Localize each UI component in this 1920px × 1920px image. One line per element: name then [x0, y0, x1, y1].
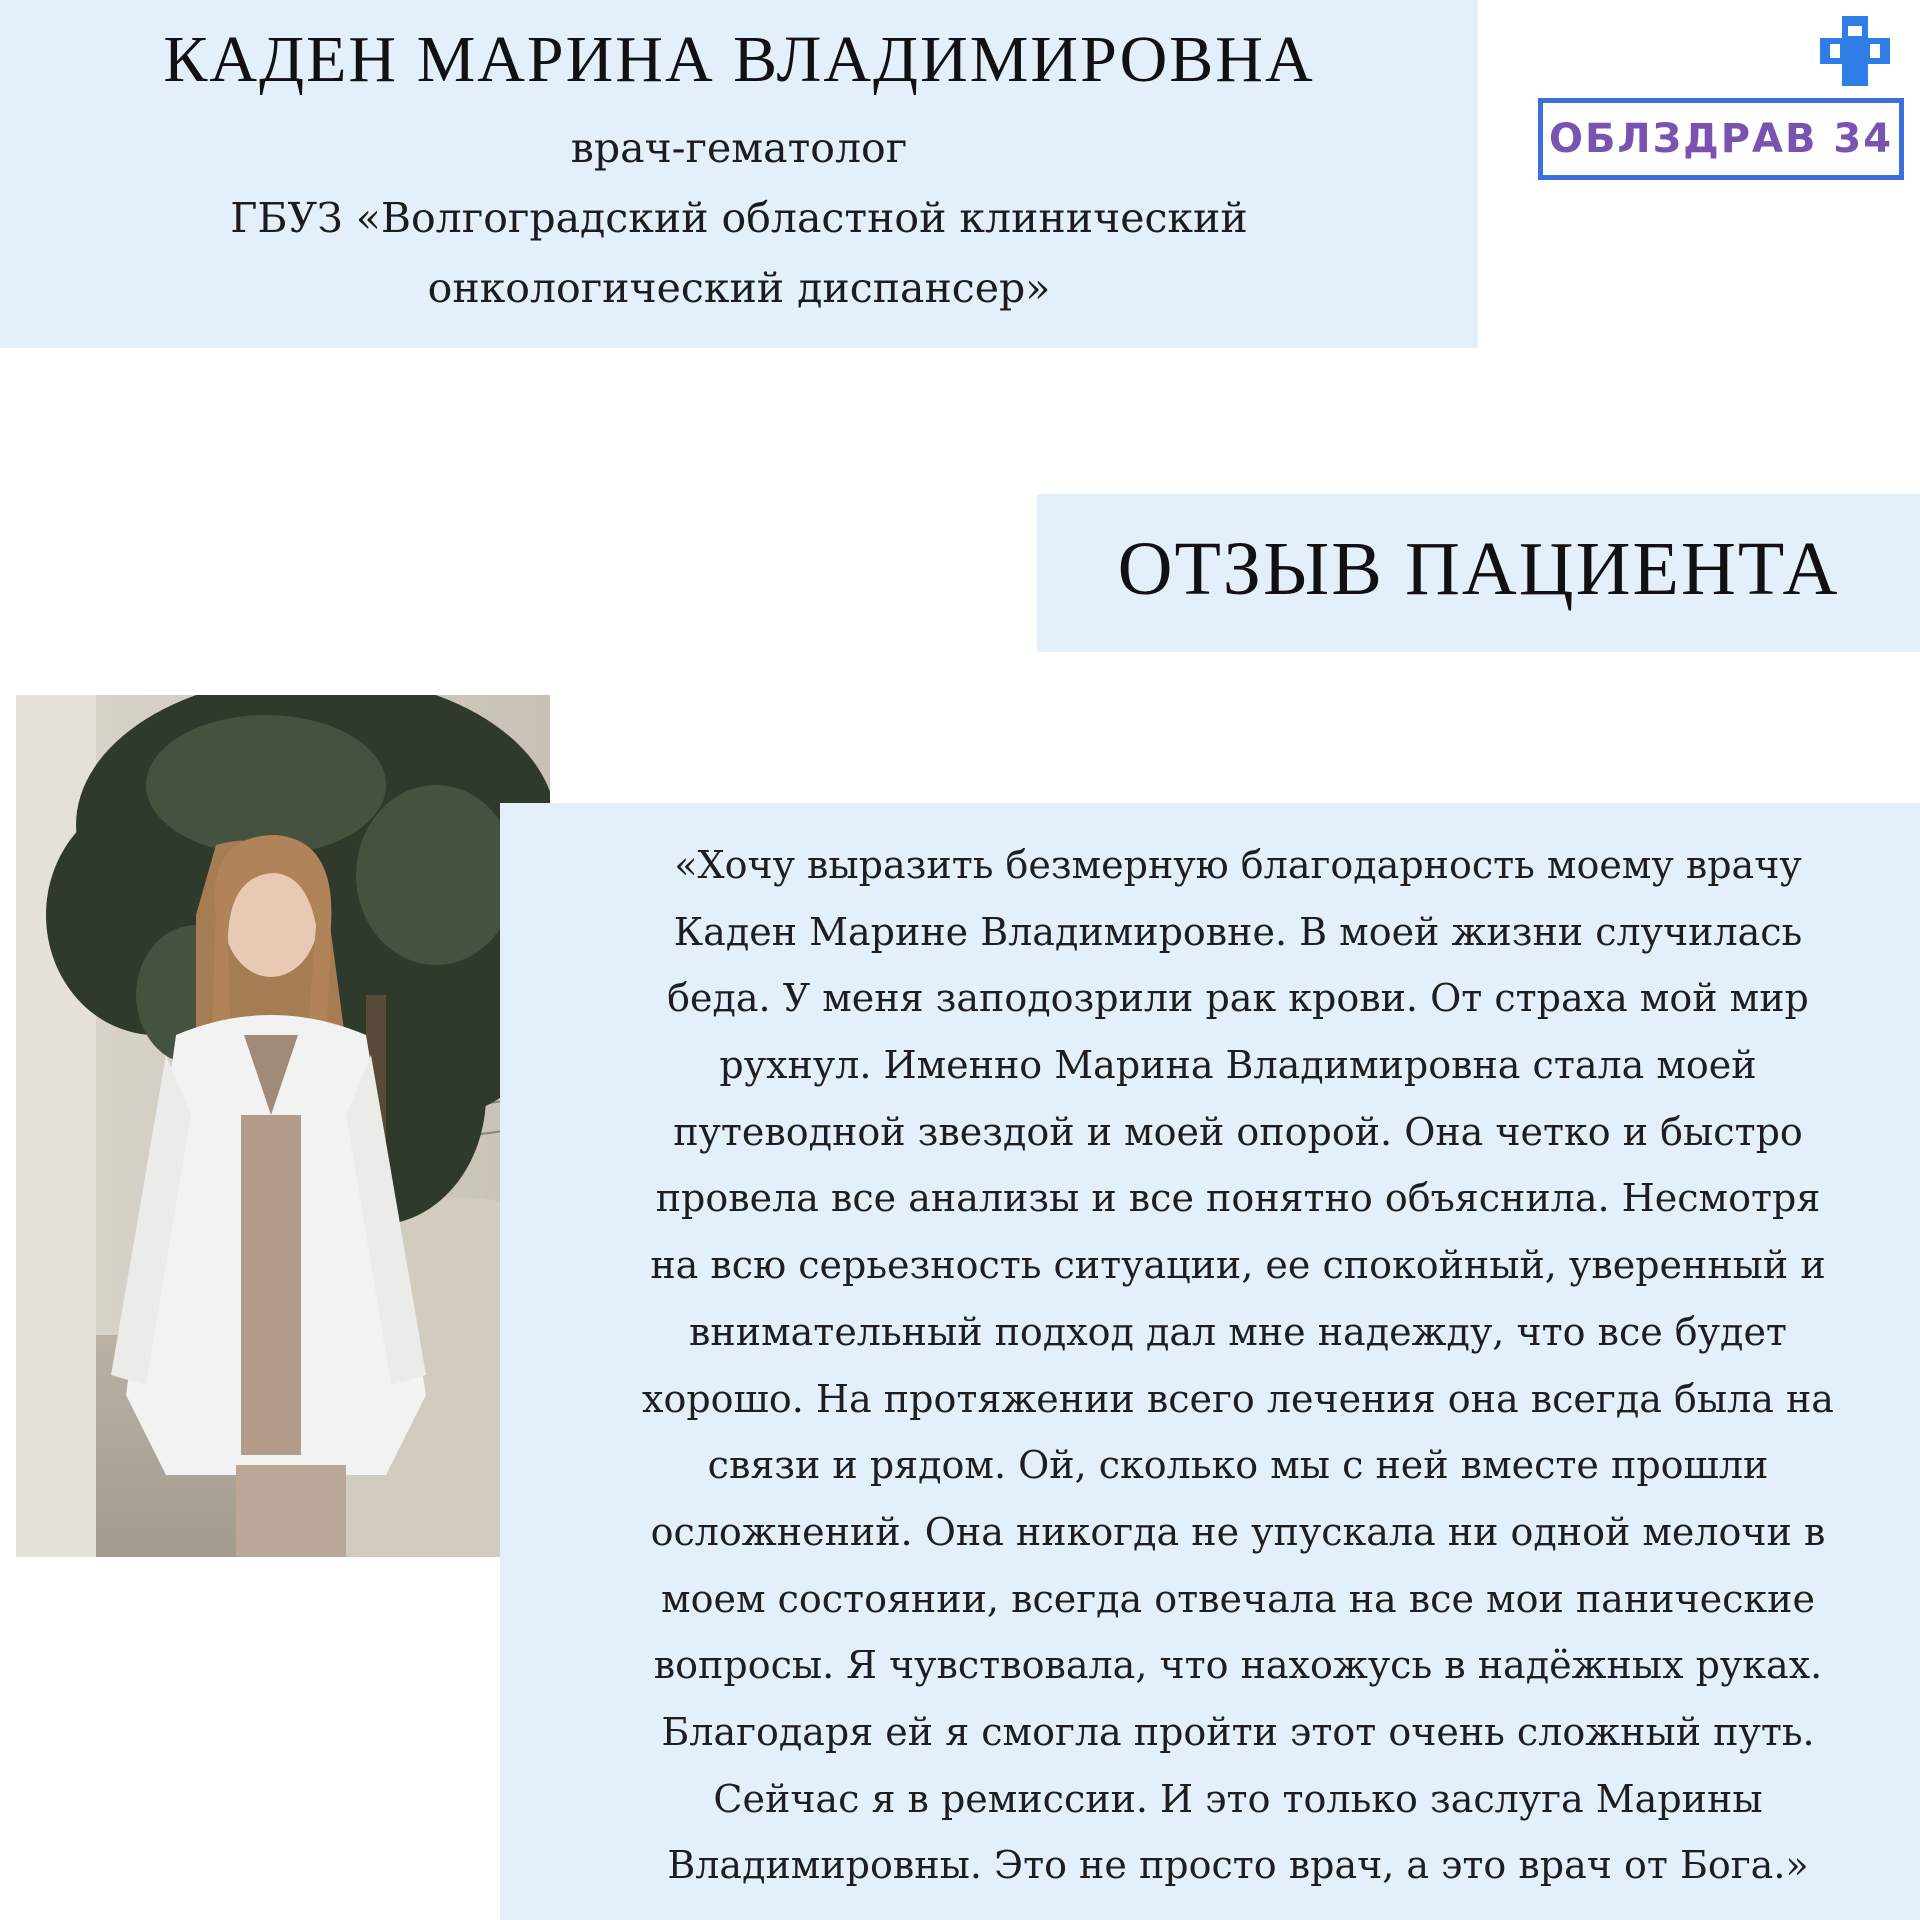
review-line: «Хочу выразить безмерную благодарность моему врачу: [674, 843, 1802, 887]
review-line: Владимировны. Это не просто врач, а это врач от Бога.»: [667, 1843, 1809, 1888]
review-line: вопросы. Я чувствовала, что нахожусь в надёжных руках.: [653, 1643, 1823, 1688]
logo-text: ОБЛЗДРАВ 34: [1548, 116, 1894, 162]
review-line: хорошо. На протяжении всего лечения она всегда была на: [642, 1376, 1834, 1421]
review-line: путеводной звездой и моей опорой. Она четко и быстро: [673, 1109, 1803, 1154]
doctor-role: врач-гематолог: [570, 124, 908, 172]
review-line: связи и рядом. Ой, сколько мы с ней вместе прошли: [707, 1443, 1769, 1488]
oblzdrav-logo: [1538, 98, 1904, 180]
review-line: рухнул. Именно Марина Владимировна стала моей: [719, 1043, 1757, 1088]
review-line: внимательный подход дал мне надежду, что все будет: [689, 1309, 1787, 1354]
review-line: Сейчас я в ремиссии. И это только заслуга Марины: [713, 1776, 1763, 1821]
review-line: осложнений. Она никогда не упускала ни одной мелочи в: [650, 1509, 1826, 1554]
medical-cross-icon: [1820, 16, 1890, 86]
doctor-photo: [16, 695, 550, 1557]
review-line: Каден Марине Владимировне. В моей жизни случилась: [673, 909, 1803, 954]
review-quote: [588, 832, 1888, 1899]
review-title: ОТЗЫВ ПАЦИЕНТА: [1117, 527, 1840, 611]
doctor-organization-line-1: ГБУЗ «Волгоградский областной клинический: [230, 194, 1248, 242]
doctor-name: КАДЕН МАРИНА ВЛАДИМИРОВНА: [163, 23, 1315, 96]
review-line: Благодаря ей я смогла пройти этот очень сложный путь.: [661, 1709, 1815, 1754]
doctor-organization-line-2: онкологический диспансер»: [427, 264, 1051, 312]
review-line: на всю серьезность ситуации, ее спокойный, уверенный и: [650, 1243, 1826, 1288]
review-line: беда. У меня заподозрили рак крови. От страха мой мир: [667, 976, 1809, 1021]
review-line: провела все анализы и все понятно объяснила. Несмотря: [655, 1176, 1821, 1221]
review-line: моем состоянии, всегда отвечала на все мои панические: [661, 1576, 1815, 1621]
